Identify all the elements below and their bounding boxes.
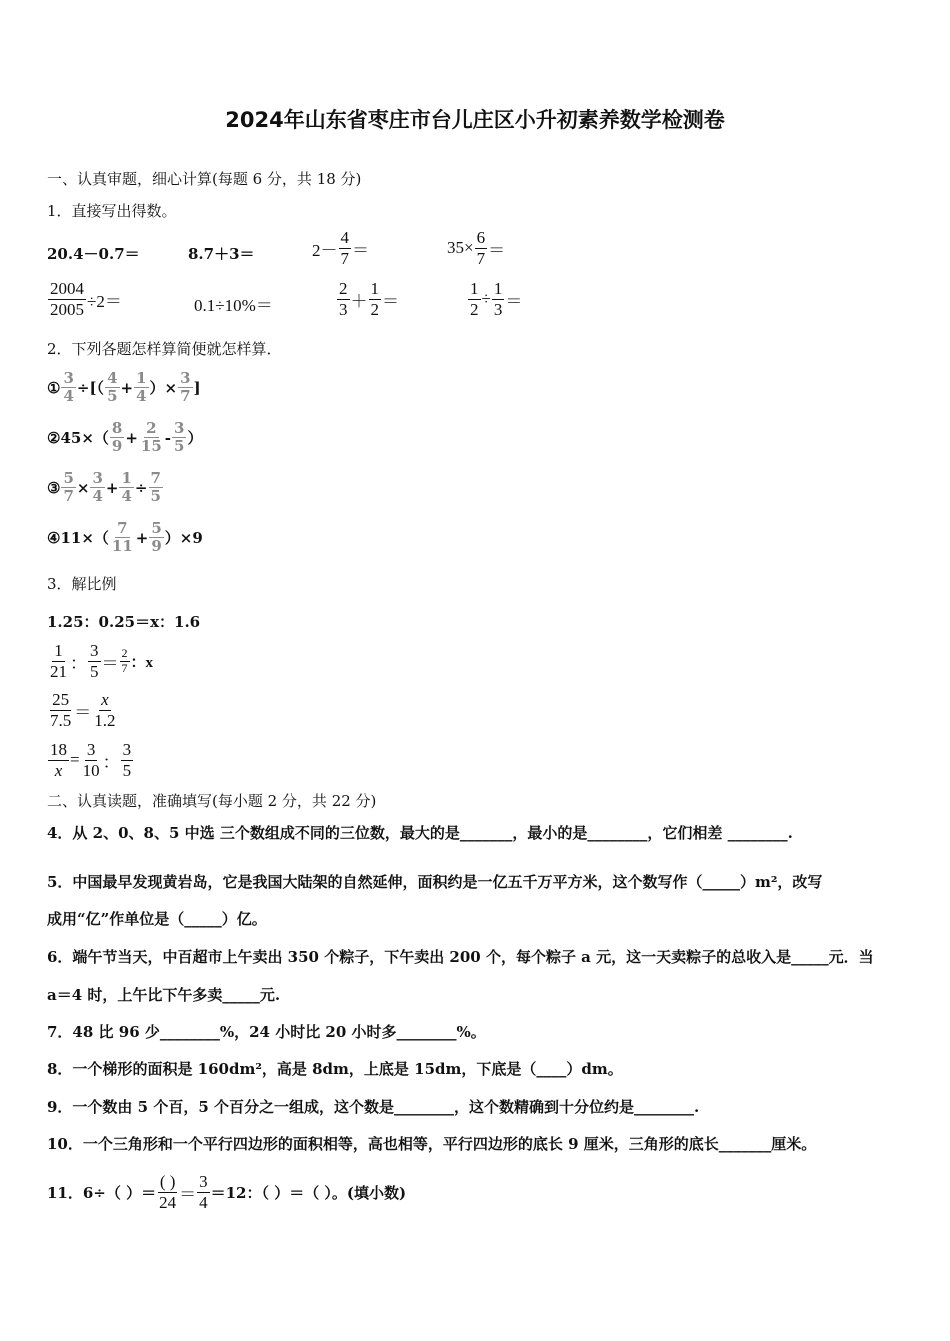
- question-5-line-2: 成用“亿”作单位是（_____）亿。: [47, 910, 267, 928]
- calc-1b: 8.7＋3＝: [188, 245, 255, 263]
- question-10: 10．一个三角形和一个平行四边形的面积相等，高也相等，平行四边形的底长 9 厘米，三角形的底长_______厘米。: [47, 1135, 817, 1153]
- proportion-4: $\frac{18}{x}$ = $\frac{3}{10}$ ： $\frac{3}{5}$: [50, 740, 132, 780]
- calc-1g: $\frac{2}{3}$ ＋ $\frac{1}{2}$ ＝: [339, 279, 399, 319]
- expr-2-3: ③ $\frac{5}{7}$ × $\frac{3}{4}$ + $\frac{1}{4}$ ÷ $\frac{7}{5}$: [47, 469, 161, 506]
- question-1-label: 1．直接写出得数。: [47, 202, 177, 220]
- question-6-line-2: a＝4 时，上午比下午多卖_____元.: [47, 986, 281, 1004]
- proportion-3: $\frac{25}{7.5}$ ＝ $\frac{x}{1.2}$: [50, 690, 116, 730]
- expr-2-2: ②45×（ $\frac{8}{9}$ + $\frac{2}{15}$ - $\frac{3}{5}$ ）: [47, 419, 203, 456]
- expr-2-1: ① $\frac{3}{4}$ ÷[（ $\frac{4}{5}$ + $\frac{1}{4}$ ）× $\frac{3}{7}$ ]: [47, 369, 201, 406]
- question-2-label: 2．下列各题怎样算简便就怎样算．: [47, 340, 282, 358]
- calc-1f: 0.1÷10%＝: [194, 296, 273, 315]
- calc-1h: $\frac{1}{2}$ ÷ $\frac{1}{3}$ ＝: [470, 279, 523, 319]
- calc-1d: 35× $\frac{6}{7}$ ＝: [447, 228, 506, 268]
- question-5-line-1: 5．中国最早发现黄岩岛，它是我国大陆架的自然延伸，面积约是一亿五千万平方米，这个数写作（_____）m²，改写: [47, 873, 823, 891]
- section-1-heading: 一、认真审题，细心计算(每题 6 分，共 18 分): [47, 170, 362, 188]
- question-11: 11．6÷（ ）＝ $\frac{( )}{24}$ ＝ $\frac{3}{4}$ ＝12：（ ）＝（ ）。(填小数): [47, 1172, 407, 1212]
- question-8: 8．一个梯形的面积是 160dm²，高是 8dm，上底是 15dm，下底是（____）dm。: [47, 1060, 623, 1078]
- calc-1e: $\frac{2004}{2005}$ ÷2＝: [50, 279, 122, 319]
- section-2-heading: 二、认真读题，准确填写(每小题 2 分，共 22 分): [47, 792, 377, 810]
- proportion-1: 1.25：0.25＝x：1.6: [47, 613, 201, 631]
- question-6-line-1: 6．端午节当天，中百超市上午卖出 350 个粽子，下午卖出 200 个，每个粽子 a 元，这一天卖粽子的总收入是_____元．当: [47, 948, 874, 966]
- expr-2-4: ④11×（ $\frac{7}{11}$ + $\frac{5}{9}$ ）×9: [47, 519, 203, 556]
- page-title: 2024年山东省枣庄市台儿庄区小升初素养数学检测卷: [225, 108, 725, 132]
- question-3-label: 3．解比例: [47, 575, 117, 593]
- question-4: 4．从 2、0、8、5 中选 三个数组成不同的三位数，最大的是_______，最小的是________，它们相差 ________.: [47, 824, 793, 842]
- question-7: 7．48 比 96 少________%，24 小时比 20 小时多________%。: [47, 1023, 486, 1041]
- calc-1a: 20.4－0.7＝: [47, 245, 140, 263]
- calc-1c: 2－ $\frac{4}{7}$ ＝: [312, 228, 369, 268]
- question-9: 9．一个数由 5 个百，5 个百分之一组成，这个数是________，这个数精确到十分位约是________.: [47, 1098, 700, 1116]
- proportion-2: $\frac{1}{21}$ ： $\frac{3}{5}$ ＝ $\frac{2}{7}$ ：x: [50, 641, 154, 681]
